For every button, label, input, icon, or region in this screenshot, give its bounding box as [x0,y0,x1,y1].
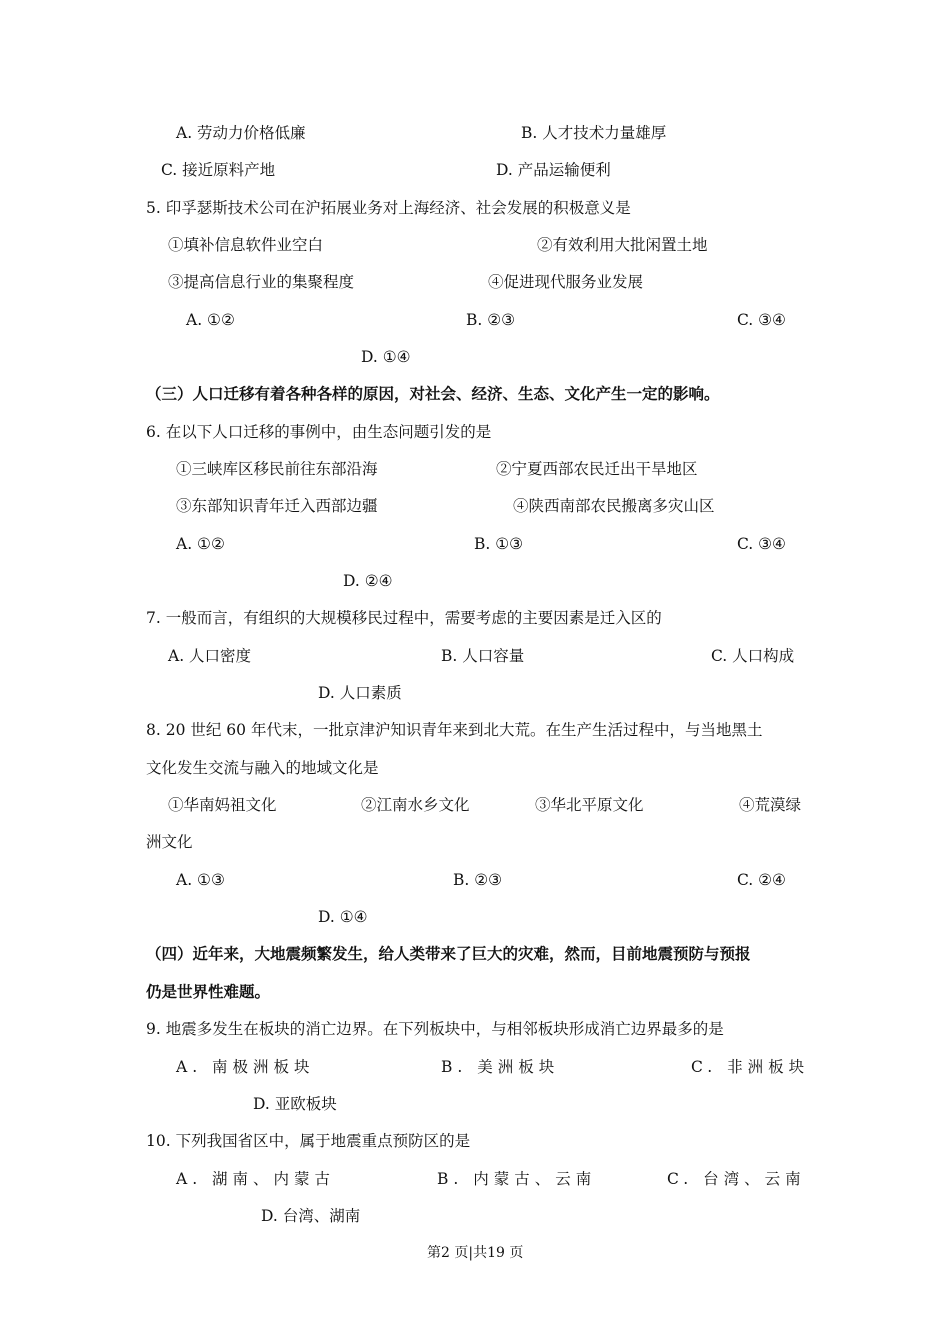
q8-item-2: ②江南水乡文化 [361,796,470,814]
q6-option-c: C. ③④ [737,535,786,553]
q8-item-3: ③华北平原文化 [535,796,644,814]
q5-option-c: C. ③④ [737,311,786,329]
q9-stem: 9. 地震多发生在板块的消亡边界。在下列板块中，与相邻板块形成消亡边界最多的是 [146,1020,724,1038]
q7-stem: 7. 一般而言，有组织的大规模移民过程中，需要考虑的主要因素是迁入区的 [146,609,662,627]
q4-option-b: B. 人才技术力量雄厚 [521,124,667,142]
section-3-heading: （三）人口迁移有着各种各样的原因，对社会、经济、生态、文化产生一定的影响。 [146,384,720,403]
q7-option-c: C. 人口构成 [711,647,795,665]
q8-item-4: ④荒漠绿 [739,796,802,814]
q10-option-a: A. 湖南、内蒙古 [176,1170,336,1188]
q8-option-b: B. ②③ [453,871,503,889]
q4-option-a: A. 劳动力价格低廉 [176,124,306,142]
section-4-heading-line2: 仍是世界性难题。 [146,982,271,1001]
q5-item-3: ③提高信息行业的集聚程度 [168,273,355,291]
q6-item-1: ①三峡库区移民前往东部沿海 [176,460,378,478]
q5-item-4: ④促进现代服务业发展 [488,273,644,291]
q8-option-a: A. ①③ [176,871,225,889]
q9-option-b: B. 美洲板块 [441,1058,560,1076]
q7-option-b: B. 人口容量 [441,647,525,665]
q5-option-d: D. ①④ [361,348,411,366]
q6-item-2: ②宁夏西部农民迁出干旱地区 [496,460,698,478]
q5-option-a: A. ①② [186,311,235,329]
q5-item-2: ②有效利用大批闲置土地 [537,236,708,254]
q7-option-d: D. 人口素质 [318,684,402,702]
q5-stem: 5. 印孚瑟斯技术公司在沪拓展业务对上海经济、社会发展的积极意义是 [146,199,631,217]
q5-item-1: ①填补信息软件业空白 [168,236,324,254]
q9-option-d: D. 亚欧板块 [253,1095,337,1113]
q4-option-d: D. 产品运输便利 [496,161,611,179]
q8-item-1: ①华南妈祖文化 [168,796,277,814]
q9-option-c: C. 非洲板块 [691,1058,810,1076]
q7-option-a: A. 人口密度 [168,647,252,665]
q6-option-a: A. ①② [176,535,225,553]
section-4-heading-line1: （四）近年来，大地震频繁发生，给人类带来了巨大的灾难，然而，目前地震预防与预报 [146,944,751,963]
q6-item-3: ③东部知识青年迁入西部边疆 [176,497,378,515]
q8-option-c: C. ②④ [737,871,786,889]
q10-stem: 10. 下列我国省区中，属于地震重点预防区的是 [146,1132,471,1150]
q8-stem-line2: 文化发生交流与融入的地域文化是 [146,759,379,777]
q10-option-b: B. 内蒙古、云南 [437,1170,597,1188]
q10-option-c: C. 台湾、云南 [667,1170,806,1188]
q8-item-4-continued: 洲文化 [146,833,193,851]
q5-option-b: B. ②③ [466,311,516,329]
q6-item-4: ④陕西南部农民搬离多灾山区 [513,497,715,515]
q6-option-b: B. ①③ [474,535,524,553]
q4-option-c: C. 接近原料产地 [161,161,276,179]
q8-stem-line1: 8. 20 世纪 60 年代末，一批京津沪知识青年来到北大荒。在生产生活过程中，与当地黑土 [146,721,763,739]
q6-option-d: D. ②④ [343,572,393,590]
q8-option-d: D. ①④ [318,908,368,926]
page-footer: 第2 页|共19 页 [427,1245,524,1261]
q10-option-d: D. 台湾、湖南 [261,1207,361,1225]
q6-stem: 6. 在以下人口迁移的事例中，由生态问题引发的是 [146,423,492,441]
q9-option-a: A. 南极洲板块 [176,1058,315,1076]
